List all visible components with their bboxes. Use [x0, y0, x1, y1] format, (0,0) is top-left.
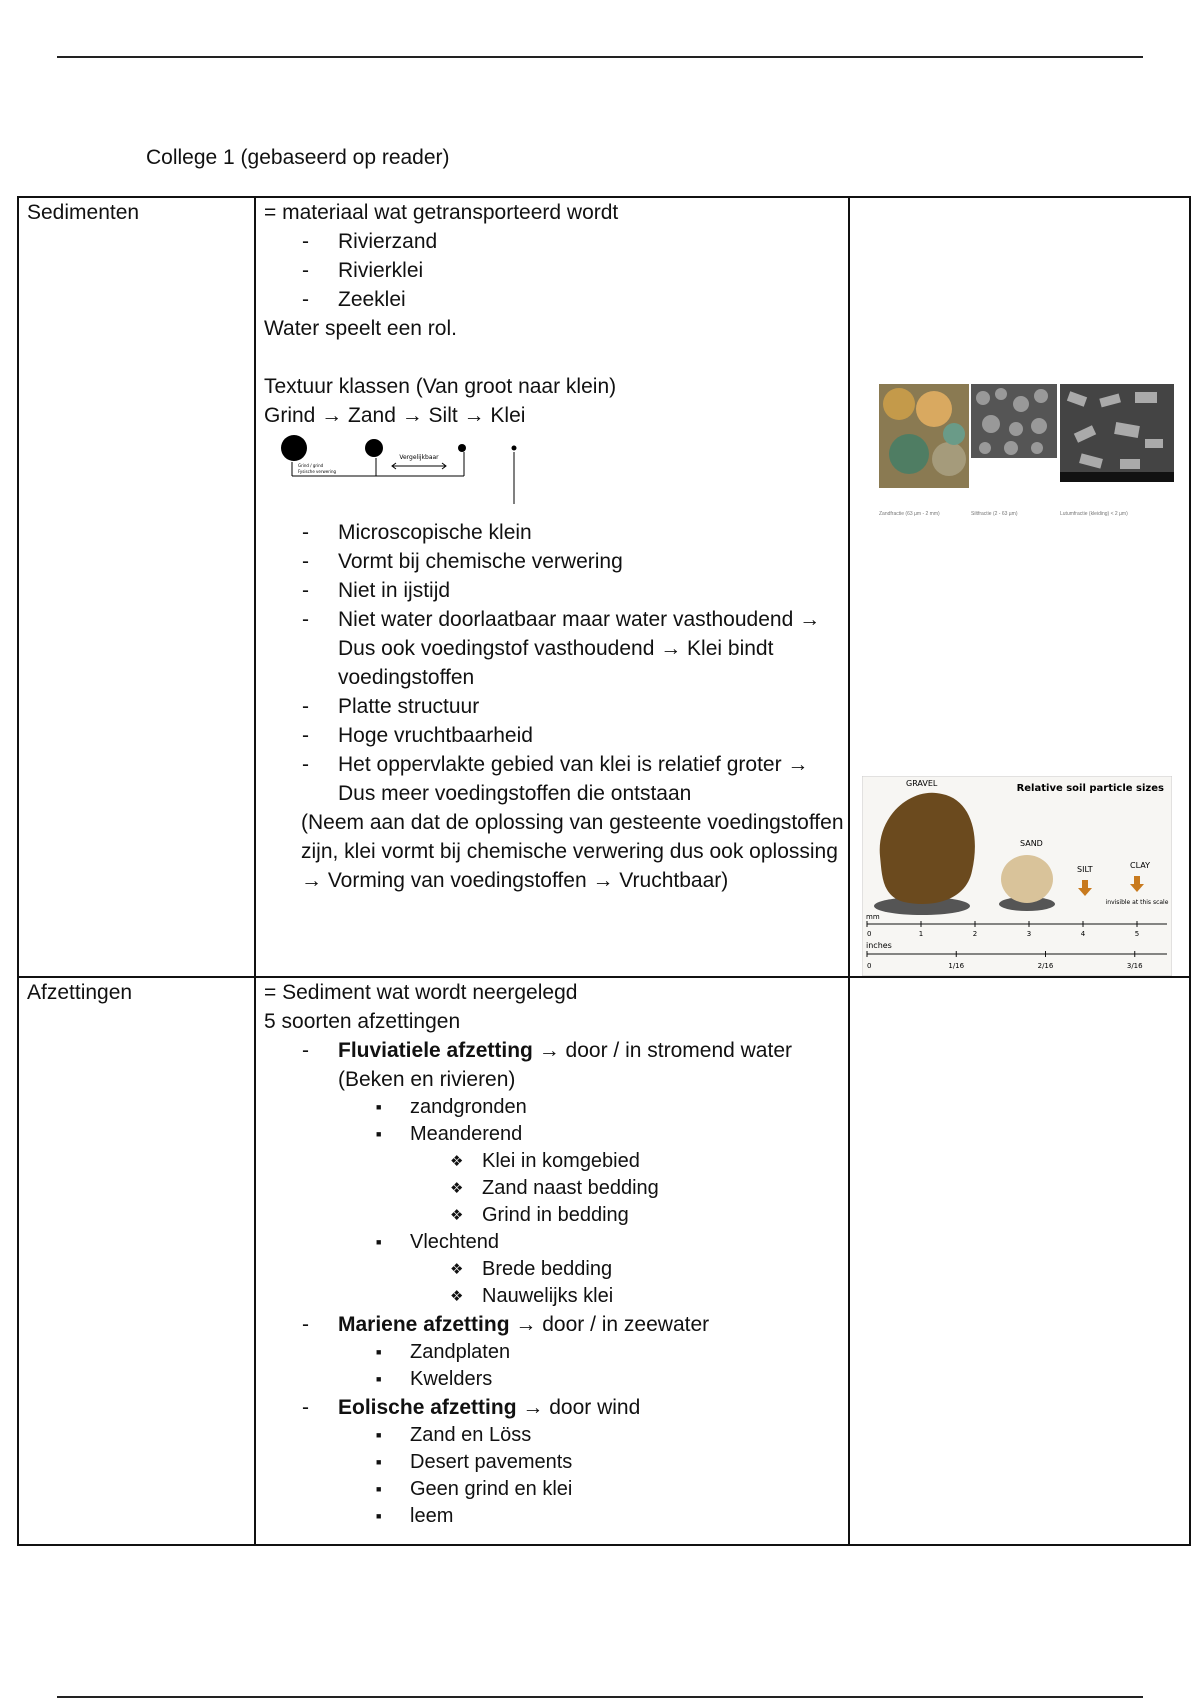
list-item: - Het oppervlakte gebied van klei is relatief groter → Dus meer voedingstoffen die ontstaan	[264, 750, 848, 808]
document-title: College 1 (gebaseerd op reader)	[146, 146, 450, 169]
list-item	[264, 1310, 848, 1339]
list-item: ■ Meanderend	[264, 1121, 848, 1148]
label-cell	[18, 977, 255, 1545]
image-cell	[849, 197, 1190, 977]
water-note: Water speelt een rol.	[264, 317, 457, 340]
aeolian-items	[264, 1422, 848, 1530]
fluvial-items	[264, 1094, 848, 1148]
deposit-title: Fluviatiele afzetting	[338, 1039, 533, 1062]
mm-tick-label: 4	[1080, 930, 1086, 938]
row-label: Sedimenten	[27, 201, 140, 224]
row-label: Afzettingen	[27, 981, 133, 1004]
clay-properties-list	[264, 518, 848, 808]
image-cell	[849, 977, 1190, 1545]
diagram-label-left: Fysische verwering	[298, 469, 337, 474]
silt-label: SILT	[1077, 865, 1093, 874]
marine-items	[264, 1339, 848, 1393]
diagram-label-mid: Vergelijkbaar	[399, 454, 439, 461]
silt-photo	[971, 384, 1057, 458]
list-item: - Hoge vruchtbaarheid	[264, 721, 848, 750]
deposit-title: Eolische afzetting	[338, 1396, 517, 1419]
deposit-types-list	[264, 1036, 848, 1094]
list-item: - Niet in ijstijd	[264, 576, 848, 605]
deposit-types-list	[264, 1393, 848, 1422]
list-item: ❖ Nauwelijks klei	[264, 1283, 848, 1310]
list-item: - Vormt bij chemische verwering	[264, 547, 848, 576]
mm-tick-label: 5	[1134, 930, 1140, 938]
list-item: ■ Kwelders	[264, 1366, 848, 1393]
chart-title: Relative soil particle sizes	[1016, 783, 1164, 794]
braided-item	[264, 1229, 848, 1256]
mm-tick-label: 1	[918, 930, 924, 938]
deposit-desc: → door wind	[522, 1396, 641, 1419]
texture-sequence: Grind → Zand → Silt → Klei	[264, 404, 526, 427]
inch-axis-label: inches	[866, 941, 892, 950]
notes-table	[17, 196, 1191, 1546]
clay-photo	[1060, 384, 1174, 482]
inch-tick-label: 1/16	[948, 962, 965, 970]
gravel-label: GRAVEL	[906, 779, 938, 788]
list-item: ■ Zandplaten	[264, 1339, 848, 1366]
list-item: ■ Geen grind en klei	[264, 1476, 848, 1503]
grain-size-diagram	[274, 434, 534, 514]
texture-heading: Textuur klassen (Van groot naar klein)	[264, 375, 617, 398]
list-item: ❖ Brede bedding	[264, 1256, 848, 1283]
silt-dot-icon	[458, 444, 466, 452]
header-rule	[57, 56, 1143, 58]
sand-dot-icon	[365, 439, 383, 457]
photo-caption: Zandfractie (63 µm - 2 mm)	[879, 511, 940, 517]
deposit-desc: → door / in stromend water (Beken en rivieren)	[338, 1039, 792, 1091]
list-item: ■ zandgronden	[264, 1094, 848, 1121]
content-cell	[255, 977, 849, 1545]
list-item: ❖ Grind in bedding	[264, 1202, 848, 1229]
count-line: 5 soorten afzettingen	[264, 1010, 461, 1033]
mm-tick-label: 3	[1026, 930, 1032, 938]
inch-tick-label: 3/16	[1126, 962, 1143, 970]
table-row	[18, 197, 1190, 977]
definition: = Sediment wat wordt neergelegd	[264, 981, 578, 1004]
mm-tick-label: 2	[972, 930, 978, 938]
list-item: - Rivierzand	[264, 227, 848, 256]
clay-dot-icon	[512, 446, 517, 451]
deposit-title: Mariene afzetting	[338, 1313, 510, 1336]
clay-label: CLAY	[1130, 861, 1150, 870]
gravel-dot-icon	[281, 435, 307, 461]
braided-items	[264, 1256, 848, 1310]
sand-photo	[879, 384, 969, 488]
particle-size-chart	[862, 776, 1172, 976]
list-item: ■ leem	[264, 1503, 848, 1530]
list-item: - Microscopische klein	[264, 518, 848, 547]
table-row	[18, 977, 1190, 1545]
list-item: - Niet water doorlaatbaar maar water vasthoudend → Dus ook voedingstof vasthoudend → Klei bindt voedingstoffen	[264, 605, 848, 692]
footer-rule	[57, 1696, 1143, 1698]
examples-list	[264, 227, 848, 314]
list-item: - Platte structuur	[264, 692, 848, 721]
definition: = materiaal wat getransporteerd wordt	[264, 201, 619, 224]
deposit-desc: → door / in zeewater	[515, 1313, 710, 1336]
inch-tick-label: 2/16	[1037, 962, 1054, 970]
list-item: - Rivierklei	[264, 256, 848, 285]
list-item: ■ Desert pavements	[264, 1449, 848, 1476]
list-item: ■ Vlechtend	[264, 1229, 848, 1256]
photo-caption: Lutumfractie (kleiding) < 2 µm)	[1060, 511, 1128, 517]
note-paragraph: (Neem aan dat de oplossing van gesteente voedingstoffen zijn, klei vormt bij chemische verwering dus ook oplossing → Vorming van voedingstoffen → Vruchtbaar)	[301, 811, 844, 892]
mm-tick-label: 0	[867, 930, 872, 938]
inch-tick-label: 0	[867, 962, 872, 970]
content-cell	[255, 197, 849, 977]
meander-items	[264, 1148, 848, 1229]
photo-caption: Siltfractie (2 - 63 µm)	[971, 511, 1018, 517]
list-item: ■ Zand en Löss	[264, 1422, 848, 1449]
sand-label: SAND	[1020, 839, 1043, 848]
deposit-types-list	[264, 1310, 848, 1339]
clay-note: invisible at this scale	[1105, 899, 1169, 906]
diagram-label-left: Grind / grind	[298, 463, 324, 468]
mm-axis-label: mm	[866, 913, 880, 921]
list-item	[264, 1393, 848, 1422]
sand-particle	[1001, 855, 1053, 903]
list-item: ❖ Klei in komgebied	[264, 1148, 848, 1175]
list-item: - Zeeklei	[264, 285, 848, 314]
list-item	[264, 1036, 848, 1094]
label-cell	[18, 197, 255, 977]
list-item: ❖ Zand naast bedding	[264, 1175, 848, 1202]
